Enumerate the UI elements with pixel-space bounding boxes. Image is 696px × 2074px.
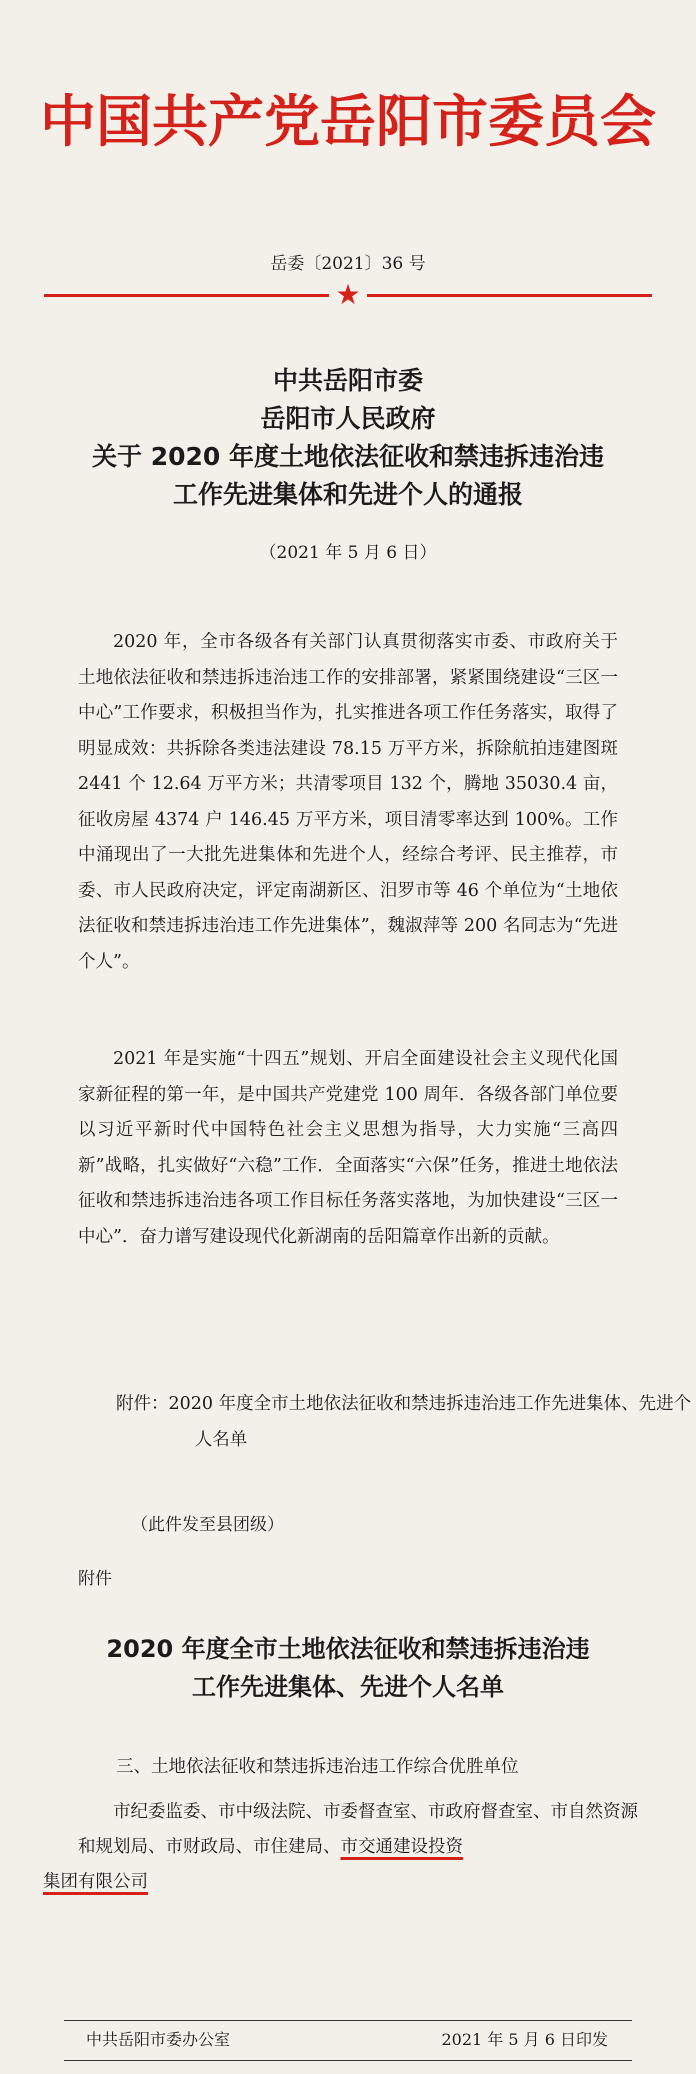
attachment-note: 附件：2020 年度全市土地依法征收和禁违拆违治违工作先进集体、先进个人名单 — [116, 1394, 692, 1450]
section-heading: 三、土地依法征收和禁违拆违治违工作综合优胜单位 — [116, 1757, 519, 1777]
title-line-2: 工作先进集体和先进个人的通报 — [172, 480, 523, 509]
annex-title-line-2: 工作先进集体、先进个人名单 — [192, 1673, 504, 1701]
issuer-line-1: 中共岳阳市委 — [272, 366, 423, 395]
issuer-line-2: 岳阳市人民政府 — [260, 404, 436, 433]
distribution-note: （此件发至县团级） — [131, 1515, 284, 1535]
notice-date: （2021 年 5 月 6 日） — [259, 543, 437, 563]
units-text: 市纪委监委、市中级法院、市委督查室、市政府督查室、市自然资源和规划局、市财政局、市住建局、 — [78, 1802, 638, 1857]
annex-title — [0, 1630, 696, 1706]
org-header-title: 中国共产党岳阳市委员会 — [40, 90, 656, 155]
winning-units-list — [43, 1795, 638, 1900]
body-paragraph-1: 2020 年，全市各级各有关部门认真贯彻落实市委、市政府关于土地依法征收和禁违拆违治违工作的安排部署，紧紧围绕建设“三区一中心”工作要求，积极担当作为，扎实推进各项工作任务落实，取得了明显成效：共拆除各类违法建设 78.15 万平方米，拆除航拍违建图斑 2441 个 12.64 万平方米；共清零项目 132 个，腾地 35030.4 亩，征收房屋 4374 户 146.45 万平方米，项目清零率达到 100%。工作中涌现出了一大批先进集体和先进个人，经综合考评、民主推荐，市委、市人民政府决定，评定南湖新区、汨罗市等 46 个单位为“土地依法征收和禁违拆违治违工作先进集体”，魏淑萍等 200 名同志为“先进个人”。 — [78, 632, 618, 972]
highlighted-unit-part-1: 市交通建设投资 — [340, 1837, 463, 1857]
document-number: 岳委〔2021〕36 号 — [270, 254, 426, 274]
red-rule-right — [367, 294, 652, 297]
annex-title-line-1: 2020 年度全市土地依法征收和禁违拆违治违 — [106, 1635, 590, 1663]
body-paragraph-2: 2021 年是实施“十四五”规划、开启全面建设社会主义现代化国家新征程的第一年，是中国共产党建党 100 周年．各级各部门单位要以习近平新时代中国特色社会主义思想为指导，大力实施“三高四新”战略，扎实做好“六稳”工作．全面落实“六保”任务，推进土地依法征收和禁违拆违治违各项工作目标任务落实落地，为加快建设“三区一中心”．奋力谱写建设现代化新湖南的岳阳篇章作出新的贡献。 — [78, 1049, 618, 1247]
star-icon: ★ — [335, 278, 361, 311]
footer-office: 中共岳阳市委办公室 — [86, 2030, 231, 2049]
notice-title-block — [0, 362, 696, 514]
title-line-1: 关于 2020 年度土地依法征收和禁违拆违治违 — [92, 442, 604, 471]
footer-print-date: 2021 年 5 月 6 日印发 — [441, 2030, 608, 2049]
footer-rule-top — [64, 2020, 632, 2021]
red-rule-left — [44, 294, 329, 297]
footer-rule-bottom — [64, 2060, 632, 2061]
highlighted-unit-part-2: 集团有限公司 — [43, 1872, 148, 1892]
red-separator — [44, 278, 652, 311]
annex-label: 附件 — [78, 1569, 112, 1589]
